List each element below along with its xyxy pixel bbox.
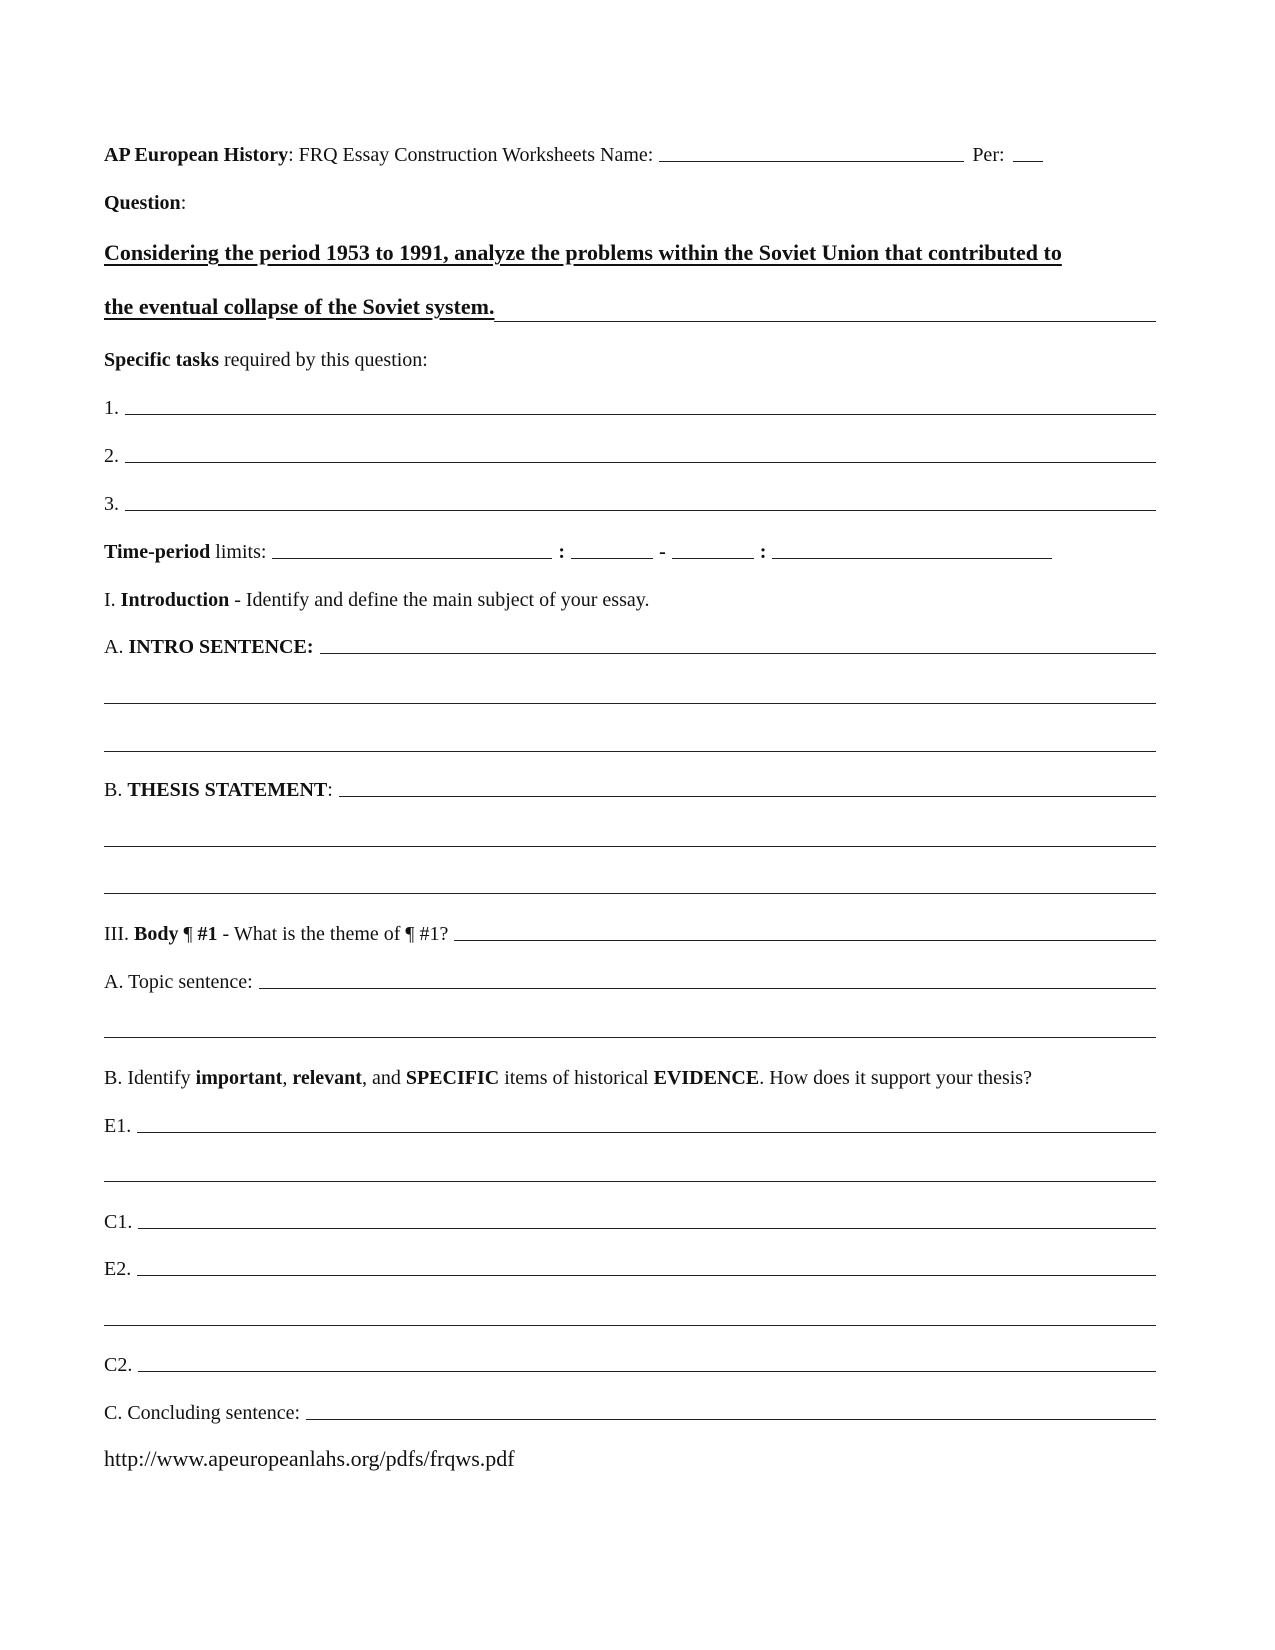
worksheet-title: : FRQ Essay Construction Worksheets Name: <box>288 144 654 166</box>
section-number: III. <box>104 923 134 945</box>
c2-field[interactable] <box>138 1370 1156 1372</box>
intro-sentence-label: INTRO SENTENCE: <box>128 636 314 658</box>
task-field[interactable] <box>125 509 1156 511</box>
time-period-row <box>104 542 1156 562</box>
evidence-important: important <box>195 1067 283 1089</box>
evidence-relevant: relevant <box>292 1067 362 1089</box>
question-line-1 <box>104 242 1156 264</box>
topic-sentence-row <box>104 972 1156 992</box>
section-number: I. <box>104 589 121 611</box>
intro-sentence-line-3[interactable] <box>104 751 1156 752</box>
time-period-field-1[interactable] <box>272 557 552 559</box>
thesis-row <box>104 780 1156 800</box>
evidence-text: B. Identify <box>104 1067 196 1089</box>
time-period-rest: limits: <box>210 541 267 563</box>
evidence-evidence: EVIDENCE <box>653 1067 760 1089</box>
question-label-row: Question : <box>104 192 187 214</box>
time-period-field-3[interactable] <box>672 557 754 559</box>
evidence-text: , and <box>361 1067 406 1089</box>
e2-row <box>104 1259 1156 1279</box>
e1-field[interactable] <box>137 1131 1156 1133</box>
e1-row <box>104 1116 1156 1136</box>
e1-line-2[interactable] <box>104 1181 1156 1182</box>
intro-heading <box>104 590 1156 610</box>
e2-line-2[interactable] <box>104 1325 1156 1326</box>
e2-label: E2. <box>104 1258 132 1280</box>
c1-row <box>104 1212 1156 1232</box>
question-text-2: the eventual collapse of the Soviet system. <box>104 294 495 319</box>
concluding-field[interactable] <box>306 1418 1156 1420</box>
e1-label: E1. <box>104 1115 132 1137</box>
concluding-label: C. Concluding sentence: <box>104 1402 301 1424</box>
body-heading <box>104 924 1156 944</box>
body-number: #1 <box>197 923 218 945</box>
task-number: 1. <box>104 397 119 419</box>
body-bold: Body <box>133 923 179 945</box>
e2-field[interactable] <box>137 1274 1156 1276</box>
task-row-3 <box>104 494 1156 514</box>
evidence-specific: SPECIFIC <box>405 1067 500 1089</box>
thesis-colon: : <box>327 779 333 801</box>
tasks-heading <box>104 350 1156 370</box>
header-line <box>104 145 1156 165</box>
evidence-text: , <box>282 1067 293 1089</box>
topic-sentence-label: A. Topic sentence: <box>104 971 253 993</box>
tasks-rest: required by this question: <box>219 349 428 371</box>
question-text-1: Considering the period 1953 to 1991, analyze the problems within the Soviet Union that contributed to <box>104 240 1062 265</box>
task-number: 2. <box>104 445 119 467</box>
thesis-line-3[interactable] <box>104 893 1156 894</box>
course-title: AP European History <box>104 144 289 166</box>
evidence-text: . How does it support your thesis? <box>759 1067 1032 1089</box>
task-field[interactable] <box>125 413 1156 415</box>
intro-sentence-row <box>104 637 1156 657</box>
evidence-text: items of historical <box>499 1067 654 1089</box>
task-field[interactable] <box>125 461 1156 463</box>
separator-dash: - <box>659 541 666 563</box>
thesis-label: THESIS STATEMENT <box>127 779 328 801</box>
question-line-2 <box>104 296 1156 318</box>
item-prefix: B. <box>104 779 128 801</box>
thesis-line-2[interactable] <box>104 846 1156 847</box>
thesis-field[interactable] <box>339 795 1156 797</box>
topic-sentence-line-2[interactable] <box>104 1037 1156 1038</box>
evidence-instructions <box>104 1068 1156 1088</box>
question-underline <box>494 320 1156 322</box>
source-url: http://www.apeuropeanlahs.org/pdfs/frqws.pdf <box>104 1446 515 1471</box>
c2-row <box>104 1355 1156 1375</box>
time-period-field-2[interactable] <box>571 557 653 559</box>
c2-label: C2. <box>104 1354 133 1376</box>
intro-bold: Introduction <box>120 589 230 611</box>
separator-colon: : <box>759 541 767 563</box>
name-field[interactable] <box>659 160 964 162</box>
theme-field[interactable] <box>454 939 1156 941</box>
intro-sentence-field[interactable] <box>320 652 1157 654</box>
task-row-1 <box>104 398 1156 418</box>
pilcrow-icon: ¶ <box>178 923 198 945</box>
time-period-field-4[interactable] <box>772 557 1052 559</box>
period-field[interactable] <box>1013 160 1043 162</box>
intro-rest: - Identify and define the main subject of your essay. <box>229 589 650 611</box>
task-row-2 <box>104 446 1156 466</box>
time-period-bold: Time-period <box>104 541 211 563</box>
topic-sentence-field[interactable] <box>259 987 1156 989</box>
c1-label: C1. <box>104 1211 133 1233</box>
period-label: Per: <box>972 144 1005 166</box>
c1-field[interactable] <box>138 1227 1156 1229</box>
intro-sentence-line-2[interactable] <box>104 703 1156 704</box>
body-rest: - What is the theme of ¶ #1? <box>217 923 449 945</box>
task-number: 3. <box>104 493 119 515</box>
concluding-row <box>104 1403 1156 1423</box>
question-label: Question <box>104 192 181 214</box>
separator-colon: : <box>558 541 566 563</box>
item-prefix: A. <box>104 636 129 658</box>
tasks-bold: Specific tasks <box>104 349 219 371</box>
